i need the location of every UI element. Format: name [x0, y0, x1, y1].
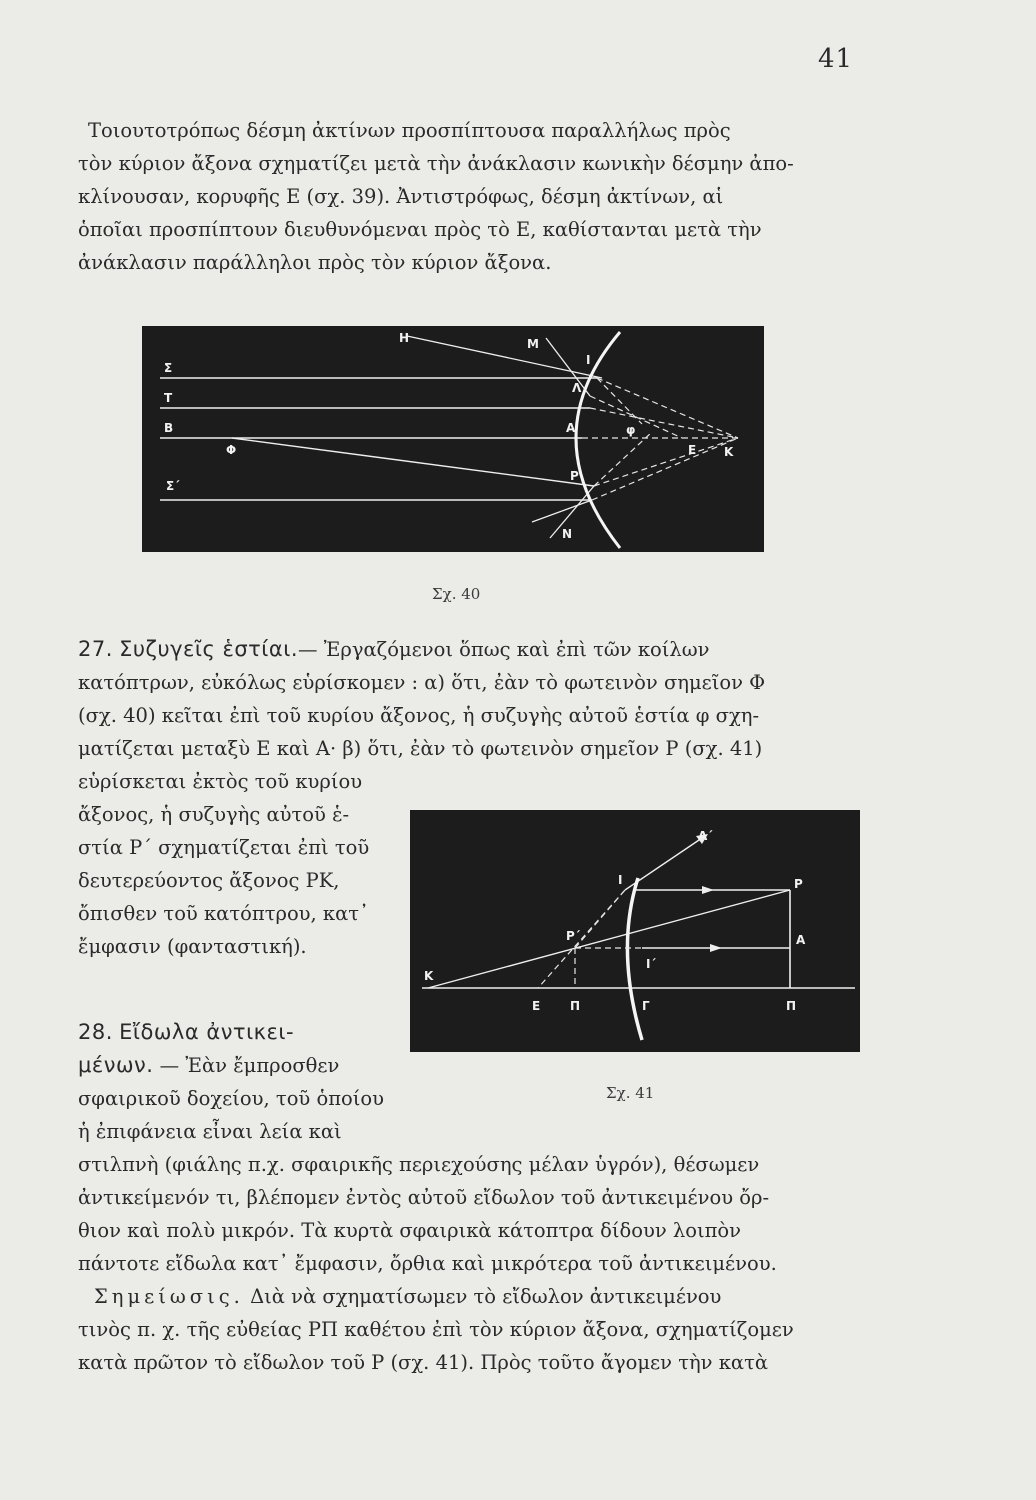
- text-line: ἀνάκλασιν παράλληλοι πρὸς τὸν κύριον ἄξονα.: [78, 251, 552, 274]
- text-line: ὄπισθεν τοῦ κατόπτρου, κατ᾽: [78, 902, 369, 925]
- label-I: Ι: [618, 873, 623, 887]
- text-line: τὸν κύριον ἄξονα σχηματίζει μετὰ τὴν ἀνάκλασιν κωνικὴν δέσμην ἀπο-: [78, 152, 794, 175]
- text-line: Ἐργαζόμενοι ὅπως καὶ ἐπὶ τῶν κοίλων: [323, 638, 710, 661]
- label-P: Ρ: [570, 469, 579, 483]
- text-line: Ἐὰν ἔμπροσθεν: [185, 1054, 340, 1077]
- label-Sigma: Σ: [164, 361, 173, 375]
- label-Gamma: Γ: [642, 999, 650, 1013]
- text-line: πάντοτε εἴδωλα κατ᾽ ἔμφασιν, ὄρθια καὶ μικρότερα τοῦ ἀντικειμένου.: [78, 1252, 777, 1275]
- figure-41-caption: Σχ. 41: [606, 1084, 655, 1102]
- label-Lambda: Λ: [572, 381, 582, 395]
- note-first-line: [78, 1280, 884, 1313]
- text-line: ἔμφασιν (φανταστική).: [78, 935, 307, 958]
- section-28-title-cont: μένων.: [78, 1053, 154, 1077]
- label-N: Ν: [562, 527, 573, 541]
- text-line: ἀντικείμενόν τι, βλέπομεν ἐντὸς αὐτοῦ εἴδωλον τοῦ ἀντικειμένου ὄρ-: [78, 1186, 770, 1209]
- label-E: Ε: [688, 443, 697, 457]
- label-E: Ε: [532, 999, 541, 1013]
- section-27: [78, 633, 884, 765]
- figure-41: [410, 810, 860, 1052]
- section-28-number: 28.: [78, 1020, 113, 1044]
- text-line: κλίνουσαν, κορυφῆς Ε (σχ. 39). Ἀντιστρόφως, δέσμη ἀκτίνων, αἱ: [78, 185, 724, 208]
- text-line: θιον καὶ πολὺ μικρόν. Τὰ κυρτὰ σφαιρικὰ κάτοπτρα δίδουν λοιπὸν: [78, 1219, 742, 1242]
- label-A: Α: [566, 421, 576, 435]
- section-28-narrow: [78, 1016, 398, 1148]
- label-A: Α: [796, 933, 806, 947]
- text-line: Τοιουτοτρόπως δέσμη ἀκτίνων προσπίπτουσα παραλλήλως πρὸς: [88, 119, 731, 142]
- label-B: Β: [164, 421, 174, 435]
- label-K: Κ: [724, 445, 734, 459]
- label-I-prime: Ι΄: [646, 957, 656, 971]
- label-H: Η: [399, 331, 410, 345]
- convex-mirror-41: [627, 878, 642, 1040]
- secondary-axis: [428, 890, 790, 988]
- text-line: ἡ ἐπιφάνεια εἶναι λεία καὶ: [78, 1120, 342, 1143]
- section-27-narrow: [78, 765, 398, 963]
- section-27-number: 27.: [78, 637, 113, 661]
- text-line: ἄξονος, ἡ συζυγὴς αὐτοῦ ἑ-: [78, 803, 350, 826]
- label-Sigma-prime: Σ΄: [166, 479, 180, 493]
- reflected-lower: [532, 500, 592, 522]
- section-27-first-line: [78, 633, 884, 666]
- section-28-title: Εἴδωλα ἀντικει-: [119, 1020, 295, 1044]
- text-line: τινὸς π. χ. τῆς εὐθείας ΡΠ καθέτου ἐπὶ τὸν κύριον ἄξονα, σχηματίζομεν: [78, 1318, 794, 1341]
- dash: —: [159, 1054, 180, 1077]
- text-line: στιλπνὴ (φιάλης π.χ. σφαιρικῆς περιεχούσης μέλαν ὑγρόν), θέσωμεν: [78, 1153, 760, 1176]
- dash: —: [298, 638, 318, 661]
- label-P-prime: Ρ΄: [566, 929, 581, 943]
- section-28: [78, 1148, 884, 1379]
- label-phi-small: φ: [626, 423, 636, 437]
- reflected-h: [407, 336, 602, 378]
- section-28-second-line: [78, 1049, 398, 1082]
- figure-40: [142, 326, 764, 552]
- figure-40-caption: Σχ. 40: [432, 585, 481, 603]
- section-28-heading-line: [78, 1016, 398, 1049]
- intro-paragraph: [78, 114, 878, 279]
- note-label: Σημείωσις.: [94, 1285, 244, 1308]
- page-number: 41: [818, 44, 854, 74]
- label-P: Ρ: [794, 877, 803, 891]
- text-line: εὑρίσκεται ἐκτὸς τοῦ κυρίου: [78, 770, 363, 793]
- text-line: σφαιρικοῦ δοχείου, τοῦ ὁποίου: [78, 1087, 385, 1110]
- text-line: (σχ. 40) κεῖται ἐπὶ τοῦ κυρίου ἄξονος, ἡ συζυγὴς αὐτοῦ ἑστία φ σχη-: [78, 704, 760, 727]
- text-line: ὁποῖαι προσπίπτουν διευθυνόμεναι πρὸς τὸ Ε, καθίστανται μετὰ τὴν: [78, 218, 762, 241]
- ray-phi: [232, 438, 594, 486]
- label-M: Μ: [527, 337, 539, 351]
- text-line: ματίζεται μεταξὺ Ε καὶ Α· β) ὅτι, ἐὰν τὸ φωτεινὸν σημεῖον Ρ (σχ. 41): [78, 737, 763, 760]
- section-27-title: Συζυγεῖς ἑστίαι.: [119, 637, 299, 661]
- text-line: κατόπτρων, εὐκόλως εὑρίσκομεν : α) ὅτι, ἐὰν τὸ φωτεινὸν σημεῖον Φ: [78, 671, 766, 694]
- text-line: στία Ρ΄ σχηματίζεται ἐπὶ τοῦ: [78, 836, 370, 859]
- text-line: κατὰ πρῶτον τὸ εἴδωλον τοῦ Ρ (σχ. 41). Πρὸς τοῦτο ἄγομεν τὴν κατὰ: [78, 1351, 769, 1374]
- label-T: Τ: [164, 391, 173, 405]
- label-I: Ι: [586, 353, 591, 367]
- label-K: Κ: [424, 969, 434, 983]
- label-Pi: Π: [570, 999, 581, 1013]
- text-line: Διὰ νὰ σχηματίσωμεν τὸ εἴδωλον ἀντικειμένου: [250, 1285, 722, 1308]
- label-Phi: Φ: [226, 443, 237, 457]
- convex-mirror: [576, 332, 620, 548]
- label-Pi-2: Π: [786, 999, 797, 1013]
- text-line: δευτερεύοντος ἄξονος ΡΚ,: [78, 869, 340, 892]
- label-A-prime: Α΄: [698, 829, 713, 843]
